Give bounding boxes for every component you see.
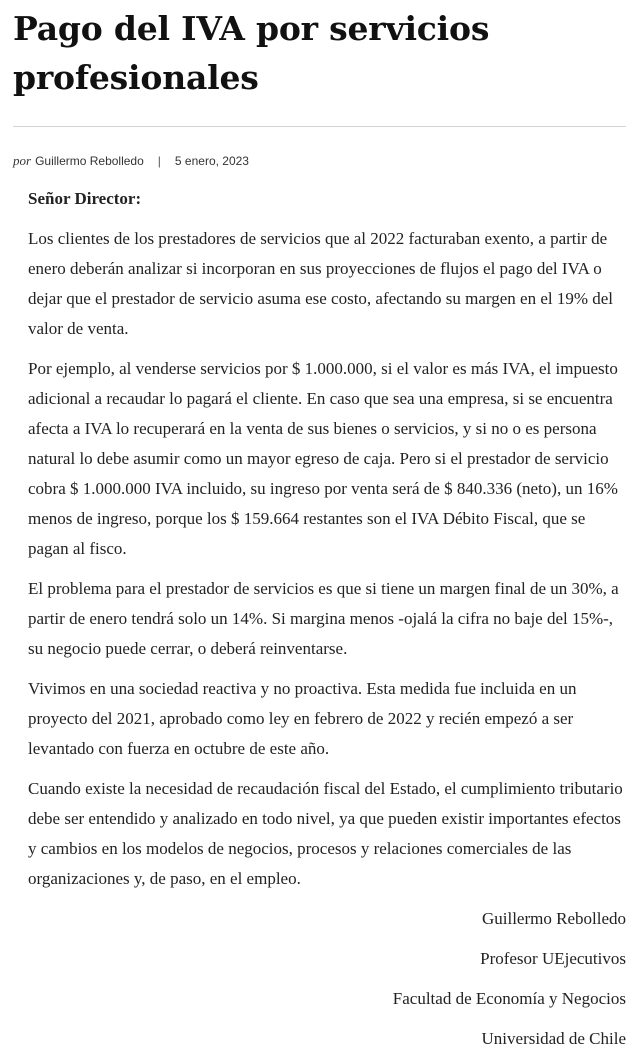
paragraph: Vivimos en una sociedad reactiva y no proactiva. Esta medida fue incluida en un proyecto del 2021, aprobado como ley en febrero de 2022 y recién empezó a ser levantado con fuerza en octubre de este año. [28,679,577,758]
publish-date: 5 enero, 2023 [174,154,249,168]
byline [13,153,626,169]
signature-name: Guillermo Rebolledo [481,909,626,928]
signature-university: Universidad de Chile [481,1029,626,1048]
author-link[interactable]: Guillermo Rebolledo [35,154,144,168]
header-divider [13,126,626,127]
signature-block [28,904,626,1054]
signature-role: Profesor UEjecutivos [480,949,626,968]
salutation: Señor Director: [28,189,142,208]
article-title: Pago del IVA por servicios profesionales [13,9,490,97]
paragraph: Cuando existe la necesidad de recaudación fiscal del Estado, el cumplimiento tributario debe ser entendido y analizado en todo nivel, ya que pueden existir importantes efectos y cambios en los modelos de negocios, procesos y relaciones comerciales de las organizaciones y, de paso, en el empleo. [28,779,623,888]
article-header [13,0,626,169]
paragraph: Por ejemplo, al venderse servicios por $ 1.000.000, si el valor es más IVA, el impuesto adicional a recaudar lo pagará el cliente. En caso que sea una empresa, si se encuentra afecta a IVA lo recuperará en la venta de sus bienes o servicios, y si no o es persona natural lo debe asumir como un mayor egreso de caja. Pero si el prestador de servicio cobra $ 1.000.000 IVA incluido, su ingreso por venta será de $ 840.336 (neto), un 16% menos de ingreso, porque los $ 159.664 restantes son el IVA Débito Fiscal, que se pagan al fisco. [28,359,618,558]
article-body [28,184,626,1064]
signature-faculty: Facultad de Economía y Negocios [392,989,626,1008]
paragraph: El problema para el prestador de servicios es que si tiene un margen final de un 30%, a partir de enero tendrá solo un 14%. Si margina menos -ojalá la cifra no baje del 15%-, su negocio puede cerrar, o deberá reinventarse. [28,579,619,658]
paragraph: Los clientes de los prestadores de servicios que al 2022 facturaban exento, a partir de enero deberán analizar si incorporan en sus proyecciones de flujos el pago del IVA o dejar que el prestador de servicio asuma ese costo, afectando su margen en el 19% del valor de venta. [28,229,614,338]
byline-separator: | [157,154,161,168]
byline-prefix: por [13,153,32,168]
